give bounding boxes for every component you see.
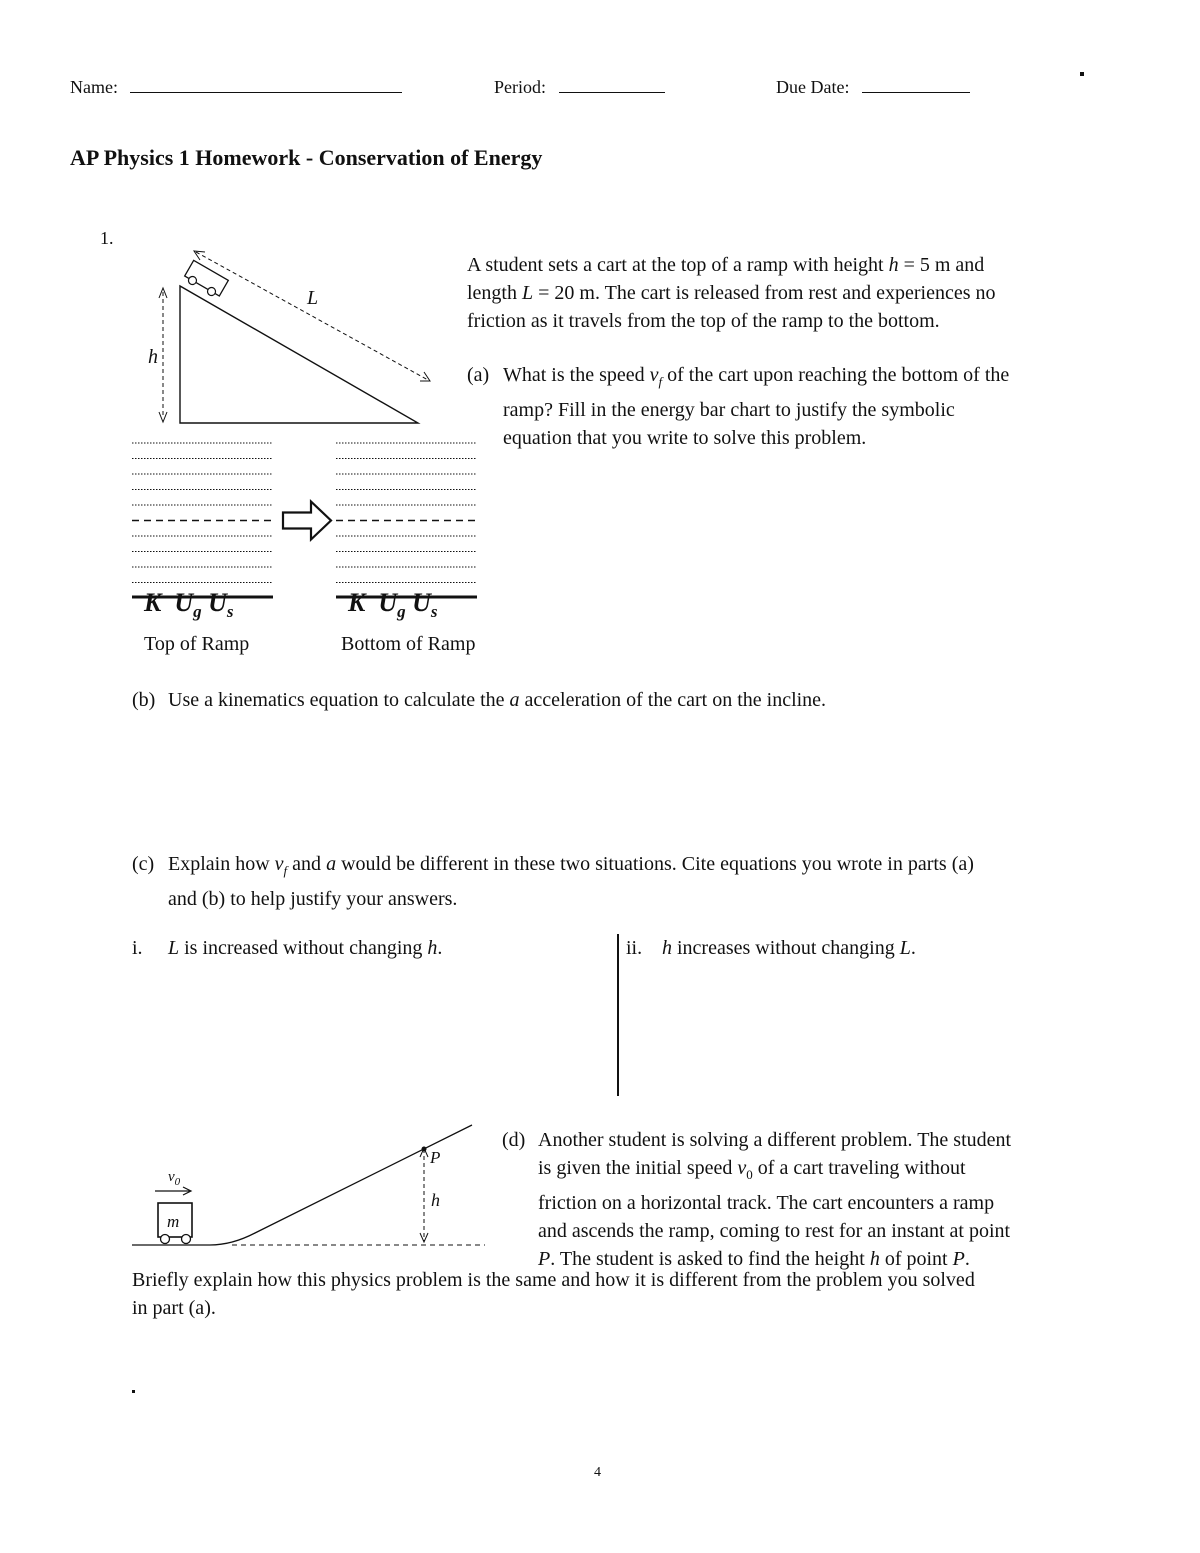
part-a: (a) What is the speed $v_f$ of the cart upon reaching the bottom of the ramp? Fill in the energy bar chart to justify the symbolic equation that you write to solve this problem. [467, 361, 1167, 451]
part-d: (d) Another student is solving a different problem. The student is given the initial speed $v_0$ of a cart traveling without friction on a horizontal track. The cart encounters a ramp and ascends the ramp, coming to rest for an instant at point P. The student is asked to find the height h of point P. [502, 1126, 1152, 1266]
bottom-of-ramp-caption: Bottom of Ramp [341, 633, 476, 655]
period-line [494, 78, 665, 96]
page-number: 4 [594, 1465, 601, 1480]
part-b-label: (b) [132, 689, 156, 711]
stray-mark [132, 1390, 135, 1393]
part-c-label: (c) [132, 853, 155, 875]
ramp-track-diagram [0, 1115, 500, 1255]
left-symbols: K $U_g$ $U_s$ [144, 588, 234, 622]
name-field[interactable] [130, 78, 402, 93]
v0-label: $v_0$ [168, 1169, 181, 1188]
period-label: Period: [494, 77, 546, 97]
part-a-label: (a) [467, 364, 490, 386]
name-label: Name: [70, 77, 118, 97]
mass-label: m [167, 1212, 180, 1231]
part-d-question: Briefly explain how this physics problem is the same and how it is different from the problem you solved in part (a). [132, 1269, 975, 1319]
page-title: AP Physics 1 Homework - Conservation of Energy [70, 145, 543, 170]
top-of-ramp-caption: Top of Ramp [144, 633, 250, 655]
due-date-field[interactable] [862, 78, 970, 93]
stray-dot [1080, 72, 1084, 76]
part-d-label: (d) [502, 1129, 526, 1151]
energy-bar-charts[interactable] [0, 430, 500, 600]
part-c: (c) Explain how $v_f$ and a would be different in these two situations. Cite equations you wrote in parts (a) and (b) to help justify your answers. [132, 850, 1172, 910]
problem-intro: A student sets a cart at the top of a ramp with height h = 5 m and length L = 20 m. The cart is released from rest and experiences no friction as it travels from the top of the ramp to the bottom. [467, 254, 996, 332]
due-date-line [776, 78, 970, 96]
due-date-label: Due Date: [776, 77, 850, 97]
right-symbols: K $U_g$ $U_s$ [348, 588, 438, 622]
P-label: P [430, 1148, 441, 1167]
name-line [70, 78, 402, 96]
transition-arrow-icon [283, 502, 331, 540]
L-label: L [307, 287, 319, 309]
period-field[interactable] [559, 78, 665, 93]
point-P [422, 1147, 427, 1152]
part-c-i: i. L is increased without changing h. [132, 937, 443, 959]
height-label: h [431, 1190, 440, 1210]
ramp-diagram [0, 230, 500, 430]
part-b: (b) Use a kinematics equation to calculate the a acceleration of the cart on the incline. [132, 686, 1132, 716]
part-c-ii: ii. h increases without changing L. [626, 937, 916, 959]
problem-number: 1. [100, 228, 114, 248]
h-label: h [148, 346, 158, 368]
column-divider [617, 934, 619, 1096]
